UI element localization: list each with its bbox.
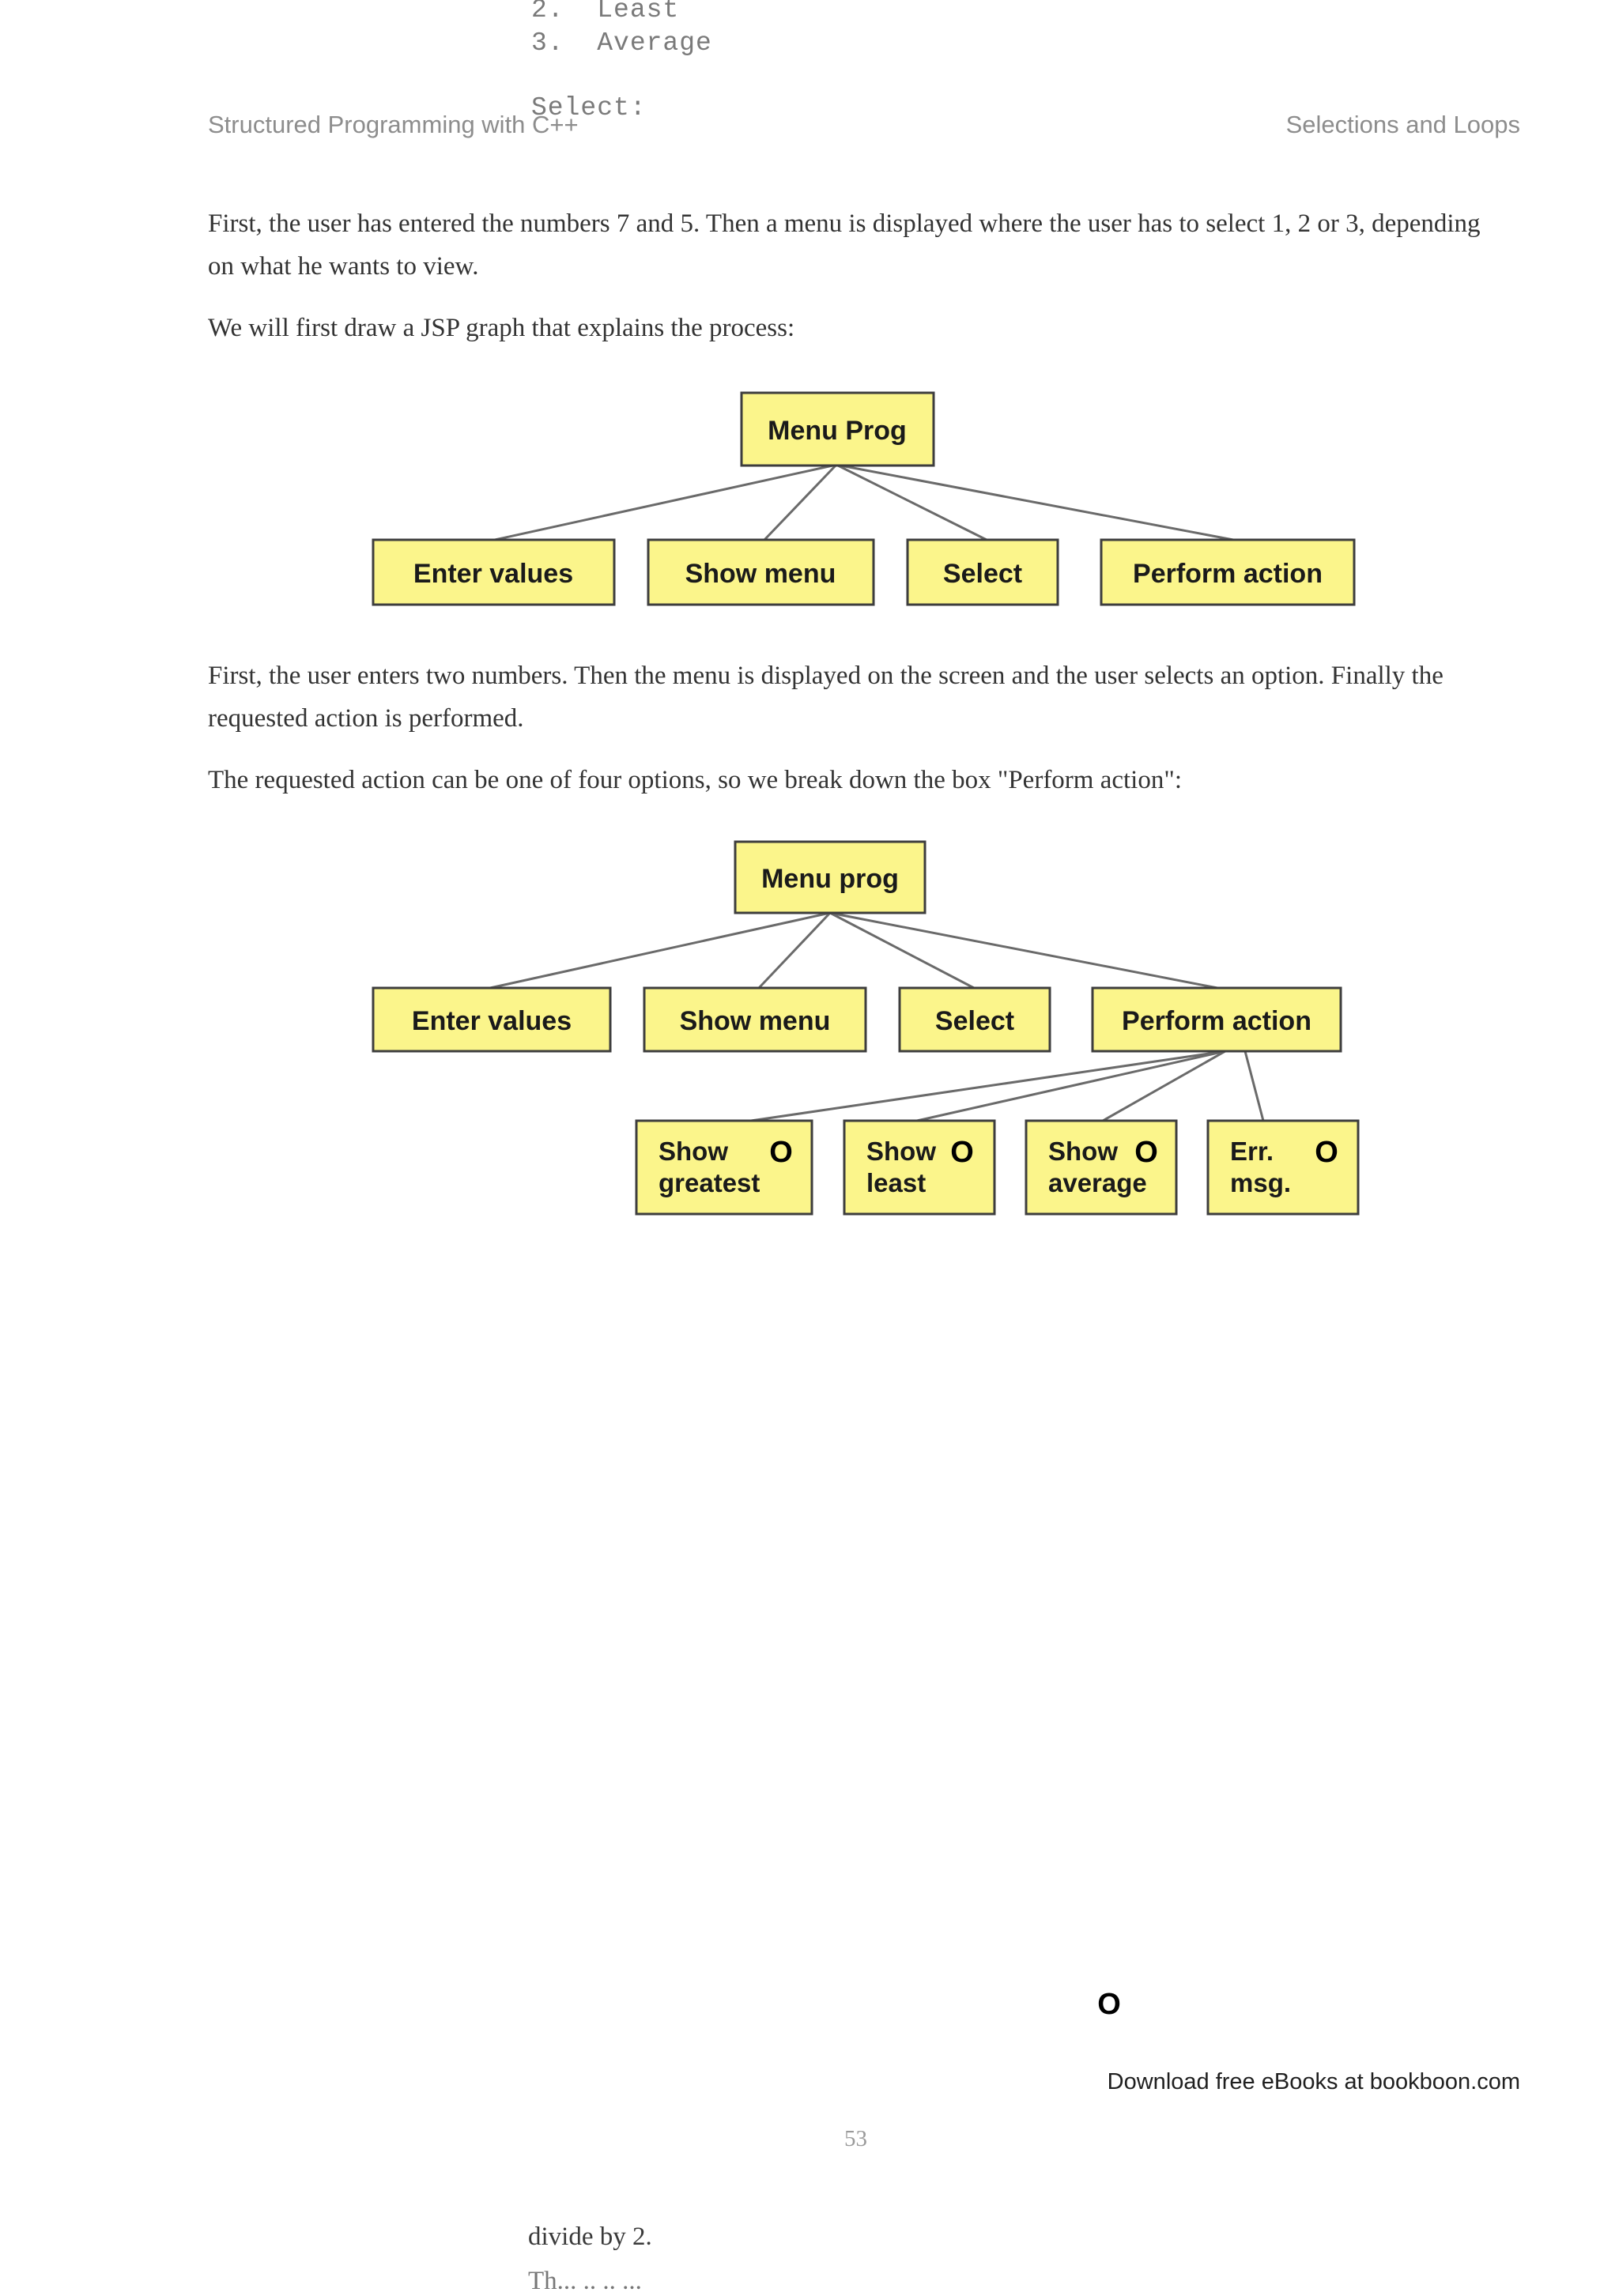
paragraph-process-line1: First, the user enters two numbers. Then the menu is displayed on the screen and the user selects an option. Finally the (208, 662, 1444, 690)
sub-label-line2: average (1048, 1168, 1147, 1197)
code-select-prompt: Select: (531, 93, 647, 123)
diagram2-child-label: Enter values (411, 1006, 572, 1036)
diagram2-child-label: Select (934, 1006, 1015, 1036)
selection-marker: O (1134, 1136, 1158, 1169)
diagram2-child-label: Perform action (1122, 1006, 1311, 1036)
diagram1-child-label: Select (942, 559, 1023, 589)
diagram2-sub-show-least (844, 1121, 994, 1214)
sub-label-line2: least (866, 1168, 926, 1197)
code-line-least: 2. Least (531, 0, 680, 25)
diagram2-sub-show-greatest (636, 1121, 812, 1214)
diagram2-child-enter-values (373, 988, 610, 1051)
page-number: 53 (844, 2126, 867, 2151)
diagram1-root-label: Menu Prog (768, 416, 907, 446)
diagram2-sub-error-message (1208, 1121, 1358, 1214)
selection-marker: O (1315, 1136, 1338, 1169)
paragraph-intro-line1: First, the user has entered the numbers 7 and 5. Then a menu is displayed where the user has to select 1, 2 or 3, depending (208, 209, 1481, 238)
sub-label-line2: greatest (659, 1168, 760, 1197)
paragraph-jsp-intro: We will first draw a JSP graph that explains the process: (208, 314, 795, 342)
sub-label-line2: msg. (1230, 1168, 1292, 1197)
code-line-average: 3. Average (531, 28, 712, 58)
header-book-title: Structured Programming with C++ (208, 111, 579, 138)
sub-label-line1: Err. (1230, 1137, 1274, 1166)
diagram2-sub-show-average (1026, 1121, 1176, 1214)
header-chapter-title: Selections and Loops (1285, 111, 1520, 138)
diagram1-child-label: Enter values (413, 559, 574, 589)
diagram2-child-select (900, 988, 1050, 1051)
diagram1-child-label: Show menu (685, 559, 836, 589)
diagram1-child-label: Perform action (1133, 559, 1323, 589)
sub-label-line1: Show (1048, 1137, 1118, 1166)
selection-marker: O (950, 1136, 974, 1169)
paragraph-process-line2: requested action is performed. (208, 704, 524, 733)
sub-label-line1: Show (659, 1137, 728, 1166)
paragraph-intro-line2: on what he wants to view. (208, 252, 479, 281)
diagram2-child-show-menu (644, 988, 866, 1051)
diagram2-root-label: Menu prog (761, 864, 899, 894)
stray-marker: O (1097, 1988, 1121, 2021)
next-page-text-cut: Th... .. .. ... (528, 2267, 642, 2295)
diagram2-child-perform-action (1093, 988, 1341, 1051)
footer-download-link[interactable]: Download free eBooks at bookboon.com (1107, 2069, 1520, 2094)
sub-label-line1: Show (866, 1137, 936, 1166)
paragraph-breakdown: The requested action can be one of four options, so we break down the box "Perform action": (208, 766, 1182, 794)
diagram2-root-box (735, 842, 925, 913)
next-page-text: divide by 2. (528, 2222, 652, 2251)
diagram2-child-label: Show menu (679, 1006, 831, 1036)
selection-marker: O (769, 1136, 793, 1169)
